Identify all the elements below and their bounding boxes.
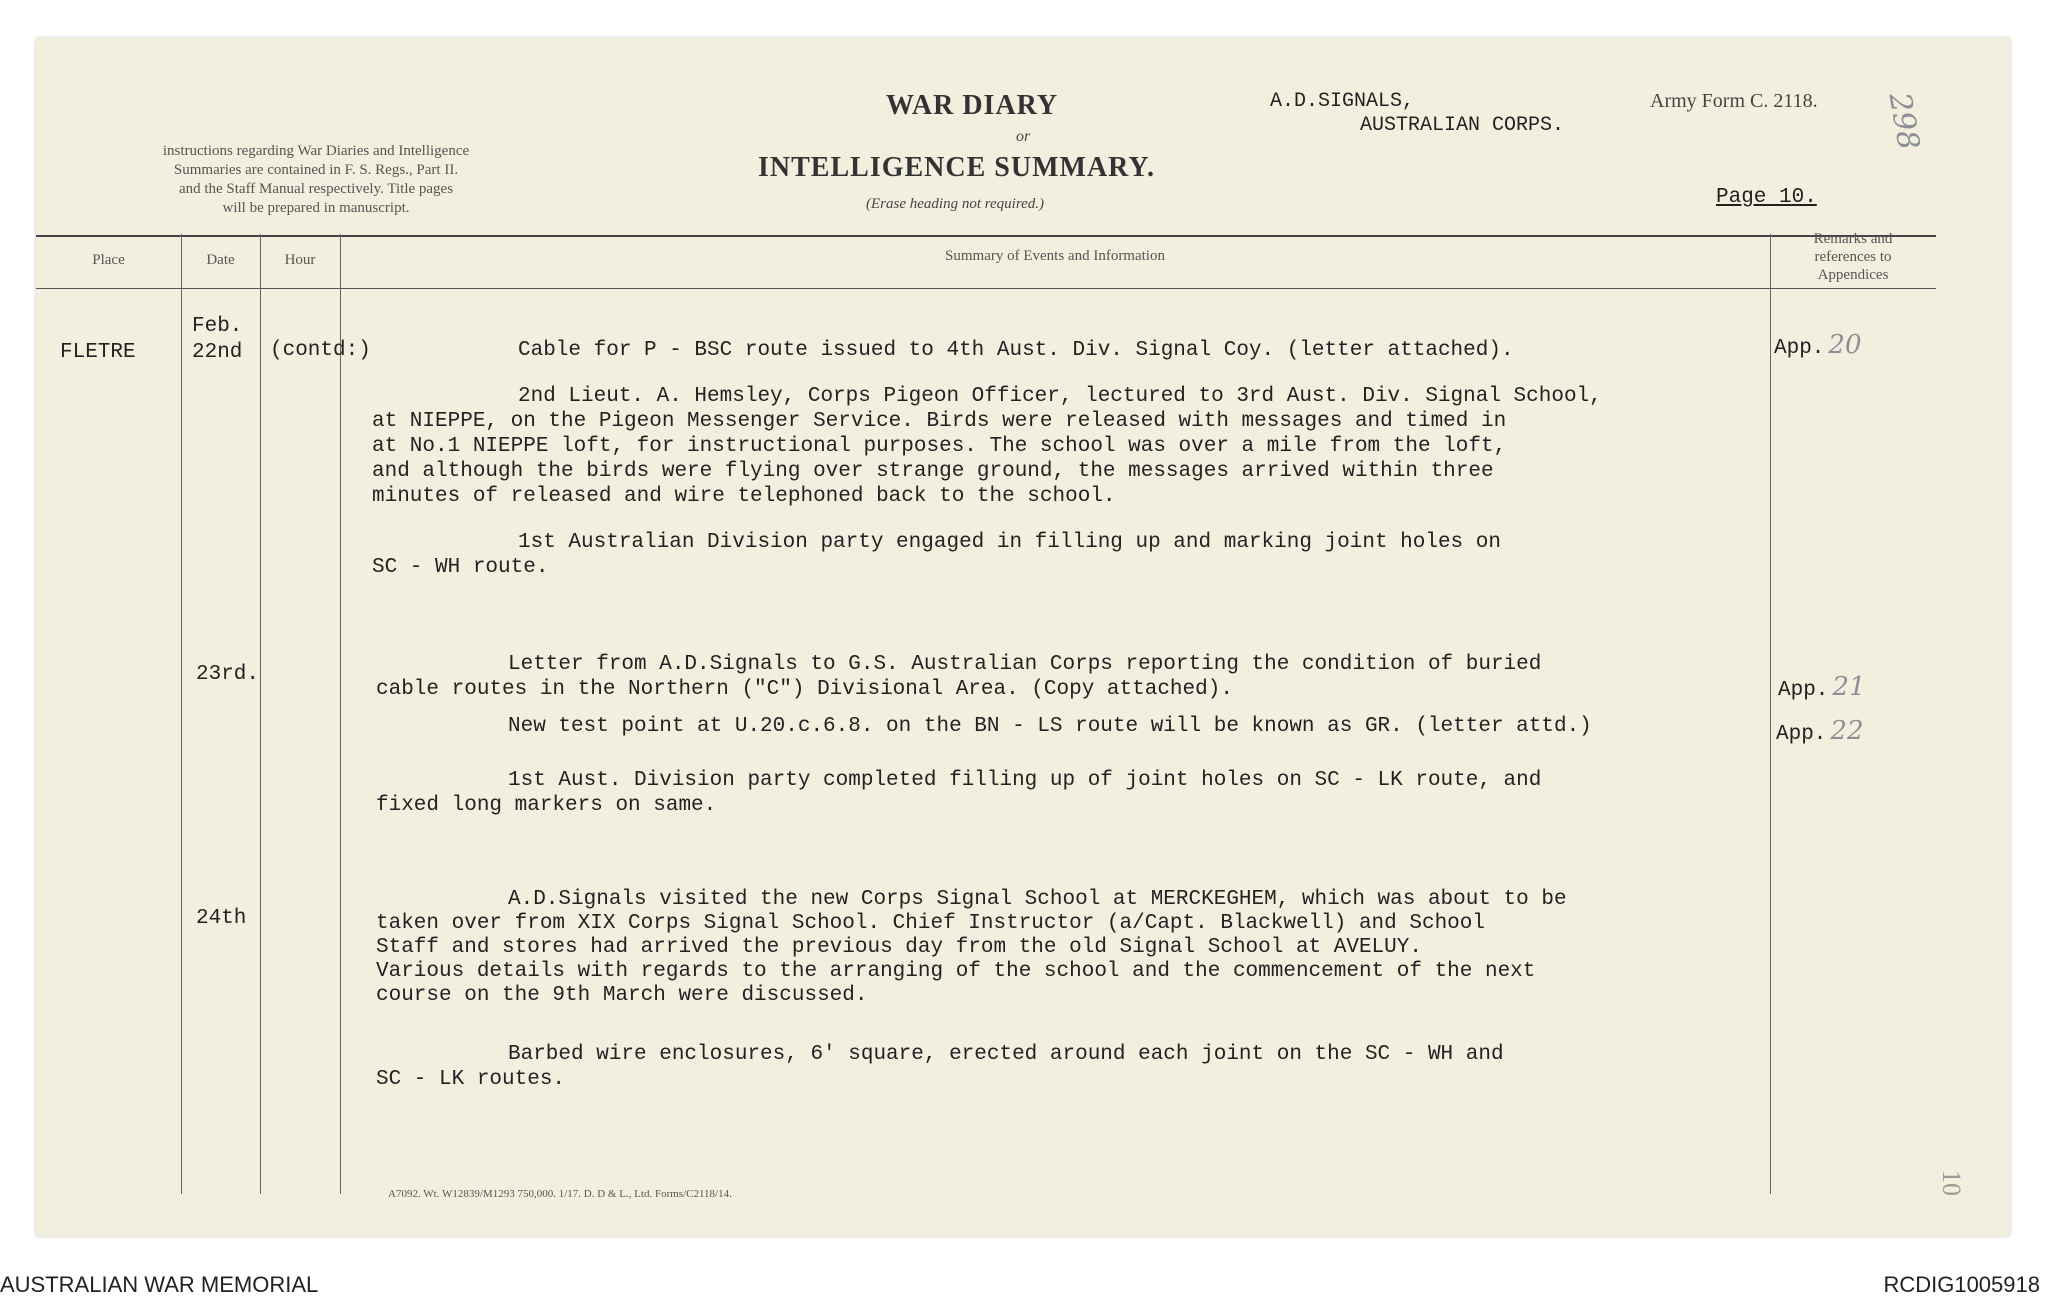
column-header-summary: Summary of Events and Information — [945, 248, 1165, 264]
intelligence-summary-heading: INTELLIGENCE SUMMARY. — [758, 152, 1156, 183]
footer-reference: RCDIG1005918 — [1883, 1272, 2040, 1297]
entry-line: Various details with regards to the arranging of the school and the commencement of the next — [376, 960, 1536, 983]
instructions-line: instructions regarding War Diaries and Intelligence — [162, 143, 470, 159]
date-24th: 24th — [196, 907, 247, 930]
instructions-note — [76, 142, 556, 218]
unit-line-2: AUSTRALIAN CORPS. — [1360, 114, 1565, 137]
entry-pigeon-lecture — [372, 384, 1602, 509]
date-23rd: 23rd. — [196, 663, 260, 686]
table-header-rule — [36, 288, 1936, 289]
unit-line-1: A.D.SIGNALS, — [1270, 90, 1415, 113]
col-divider-date — [260, 234, 261, 1194]
instructions-line: will be prepared in manuscript. — [222, 200, 410, 216]
remarks-header-line: Appendices — [1817, 267, 1889, 283]
remark-app-number: 20 — [1828, 330, 1862, 360]
erase-note: (Erase heading not required.) — [866, 196, 1045, 212]
col-divider-summary — [1770, 234, 1771, 1194]
date-month: Feb. — [192, 315, 243, 338]
entry-buried-cable-letter — [376, 652, 1541, 702]
remarks-header-line: references to — [1814, 249, 1892, 265]
entry-line: 2nd Lieut. A. Hemsley, Corps Pigeon Officer, lectured to 3rd Aust. Div. Signal School, — [518, 385, 1602, 408]
page-number: Page 10. — [1716, 186, 1817, 209]
entry-line: and although the birds were flying over strange ground, the messages arrived within three — [372, 460, 1494, 483]
remark-app-number: 22 — [1830, 716, 1864, 746]
entry-line: SC - WH route. — [372, 556, 549, 579]
entry-merckeghem-visit — [376, 888, 1567, 1008]
remark-app-number: 21 — [1832, 672, 1866, 702]
remark-app-21 — [1778, 672, 1866, 703]
diary-page — [36, 38, 2010, 1236]
date-22nd: 22nd — [192, 341, 243, 364]
entry-line: Letter from A.D.Signals to G.S. Australian Corps reporting the condition of buried — [508, 653, 1542, 676]
instructions-line: Summaries are contained in F. S. Regs., Part II. — [173, 162, 459, 178]
entry-joint-holes — [372, 530, 1501, 580]
remark-app-label: App. — [1776, 723, 1827, 746]
entry-cable-issued: Cable for P - BSC route issued to 4th Aust. Div. Signal Coy. (letter attached). — [518, 339, 1514, 362]
column-header-remarks — [1770, 230, 1936, 284]
entry-line: 1st Australian Division party engaged in filling up and marking joint holes on — [518, 531, 1501, 554]
column-header-date: Date — [206, 252, 235, 268]
column-header-place: Place — [92, 252, 125, 268]
entry-line: Barbed wire enclosures, 6' square, erected around each joint on the SC - WH and — [508, 1043, 1504, 1066]
entry-line: taken over from XIX Corps Signal School. Chief Instructor (a/Capt. Blackwell) and School — [376, 912, 1485, 935]
entry-line: SC - LK routes. — [376, 1068, 566, 1091]
side-number: 10 — [1937, 1170, 1966, 1196]
entry-line: cable routes in the Northern ("C") Divisional Area. (Copy attached). — [376, 678, 1233, 701]
col-divider-place — [181, 234, 182, 1194]
entry-line: course on the 9th March were discussed. — [376, 984, 868, 1007]
remark-app-22 — [1776, 716, 1864, 747]
printer-line: A7092. Wt. W12839/M1293 750,000. 1/17. D. D & L., Ltd. Forms/C2118/14. — [388, 1188, 732, 1200]
war-diary-heading: WAR DIARY — [886, 90, 1059, 121]
or-text: or — [1016, 128, 1031, 145]
footer-source: AUSTRALIAN WAR MEMORIAL — [0, 1272, 319, 1297]
place-fletre: FLETRE — [60, 341, 136, 364]
entry-line: at NIEPPE, on the Pigeon Messenger Service. Birds were released with messages and timed in — [372, 410, 1507, 433]
remark-app-label: App. — [1778, 679, 1829, 702]
entry-line: minutes of released and wire telephoned back to the school. — [372, 485, 1116, 508]
hour-contd: (contd:) — [270, 339, 371, 362]
remark-app-label: App. — [1774, 337, 1825, 360]
entry-joint-holes-completed — [376, 768, 1541, 818]
remarks-header-line: Remarks and — [1813, 231, 1893, 247]
entry-line: fixed long markers on same. — [376, 794, 717, 817]
entry-barbed-wire — [376, 1042, 1504, 1092]
instructions-line: and the Staff Manual respectively. Title pages — [178, 181, 454, 197]
column-header-hour: Hour — [284, 252, 316, 268]
entry-line: at No.1 NIEPPE loft, for instructional purposes. The school was over a mile from the loft, — [372, 435, 1507, 458]
entry-line: 1st Aust. Division party completed filling up of joint holes on SC - LK route, and — [508, 769, 1542, 792]
col-divider-hour — [340, 234, 341, 1194]
entry-line: A.D.Signals visited the new Corps Signal School at MERCKEGHEM, which was about to be — [508, 888, 1567, 911]
army-form-label: Army Form C. 2118. — [1650, 90, 1818, 112]
entry-line: Staff and stores had arrived the previous day from the old Signal School at AVELUY. — [376, 936, 1422, 959]
folio-number: 298 — [1881, 90, 1926, 153]
remark-app-20 — [1774, 330, 1862, 361]
entry-test-point: New test point at U.20.c.6.8. on the BN - LS route will be known as GR. (letter attd.) — [508, 715, 1592, 738]
table-top-rule — [36, 235, 1936, 237]
